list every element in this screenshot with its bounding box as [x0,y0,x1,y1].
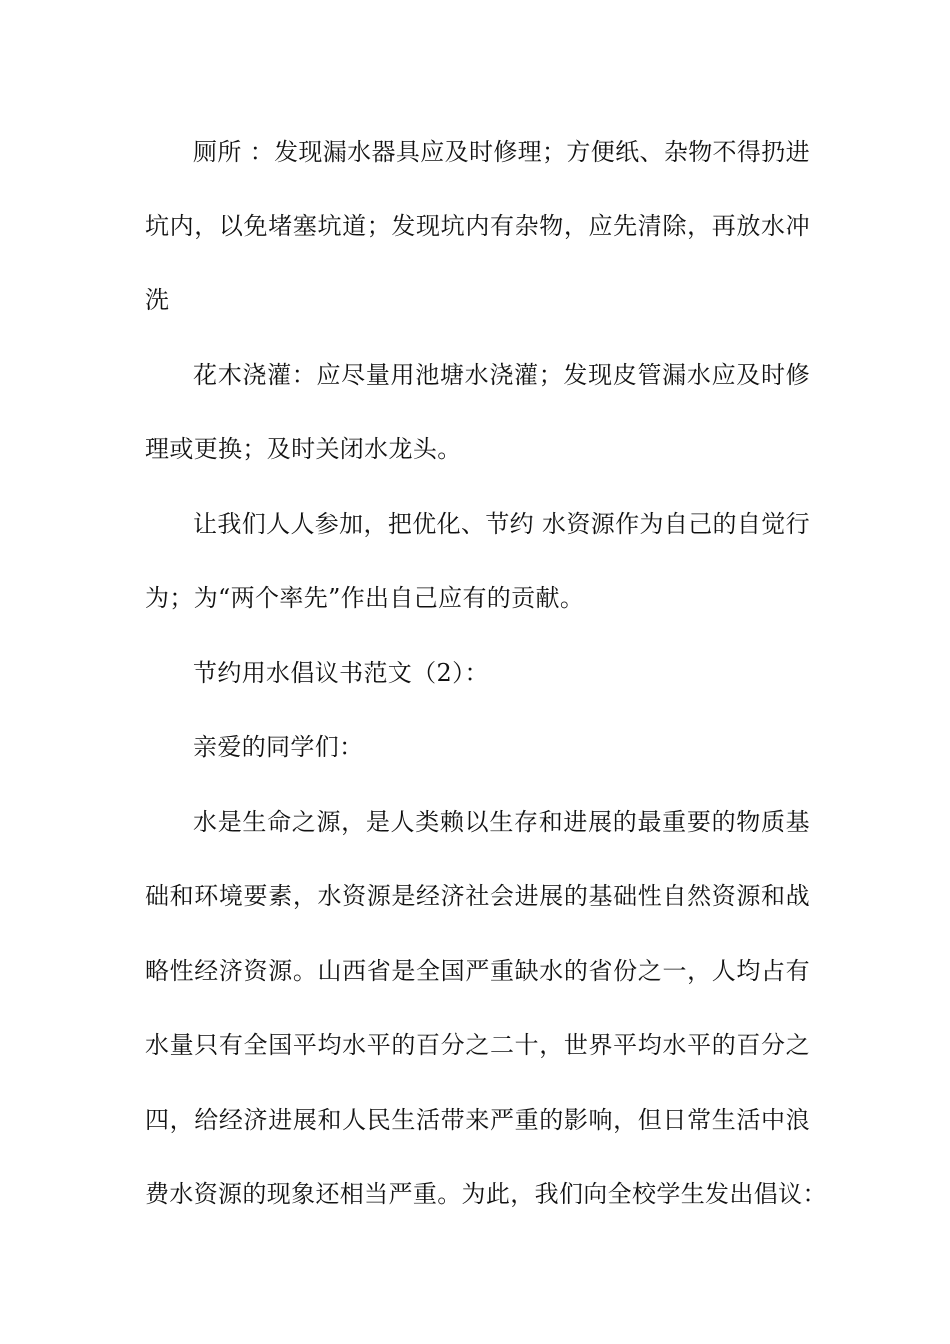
paragraph-line: 让我们人人参加，把优化、节约 水资源作为自己的自觉行 [193,510,810,538]
paragraph-line: 坑内，以免堵塞坑道；发现坑内有杂物，应先清除，再放水冲 [145,212,810,240]
paragraph-line: 厕所 ：发现漏水器具应及时修理；方便纸、杂物不得扔进 [193,138,810,166]
paragraph-line: 费水资源的现象还相当严重。为此，我们向全校学生发出倡议： [145,1180,827,1208]
paragraph-line: 水是生命之源，是人类赖以生存和进展的最重要的物质基 [193,808,810,836]
paragraph-line: 四，给经济进展和人民生活带来严重的影响，但日常生活中浪 [145,1106,810,1134]
paragraph-line: 花木浇灌：应尽量用池塘水浇灌；发现皮管漏水应及时修 [193,361,810,389]
section-heading: 节约用水倡议书范文（2）： [193,659,489,687]
paragraph-line: 水量只有全国平均水平的百分之二十，世界平均水平的百分之 [145,1031,810,1059]
paragraph-line: 理或更换；及时关闭水龙头。 [145,435,462,463]
salutation: 亲爱的同学们： [193,733,364,761]
paragraph-line: 洗 [145,286,170,314]
paragraph-line: 础和环境要素，水资源是经济社会进展的基础性自然资源和战 [145,882,810,910]
paragraph-line: 略性经济资源。山西省是全国严重缺水的省份之一，人均占有 [145,957,810,985]
paragraph-line: 为；为“两个率先”作出自己应有的贡献。 [145,584,585,612]
